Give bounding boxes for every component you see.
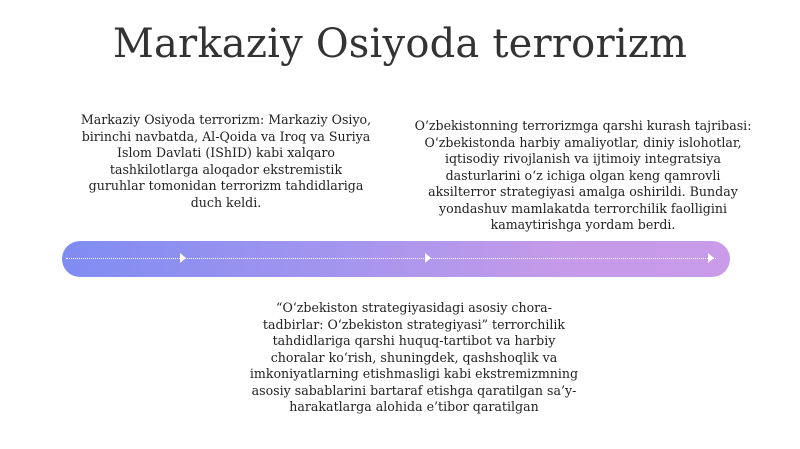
slide-title: Markaziy Osiyoda terrorizm — [112, 21, 688, 67]
text-block-left: Markaziy Osiyoda terrorizm: Markaziy Osiyo, birinchi navbatda, Al-Qoida va Iroq va Suriya Islom Davlati (IShID) kabi xalqaro tashkilotlarga aloqador ekstremistik guruhlar tomonidan terrorizm tahdidlariga duch keldi. — [80, 112, 372, 210]
timeline-bar — [62, 241, 730, 277]
text-block-right: O‘zbekistonning terrorizmga qarshi kurash tajribasi: O‘zbekistonda harbiy amaliyotlar, diniy islohotlar, iqtisodiy rivojlanish va ijtimoiy integratsiya dasturlarini o‘z ichiga olgan keng qamrovli aksilterror strategiyasi amalga oshirildi. Bunday yondashuv mamlakatda terrorchilik faolligini kamaytirishga yordam berdi. — [414, 118, 752, 232]
timeline-arrow-icon — [180, 253, 186, 263]
timeline-arrow-icon — [708, 253, 714, 263]
text-block-bottom: “O‘zbekiston strategiyasidagi asosiy chora-tadbirlar: O‘zbekiston strategiyasi” terrorchilik tahdidlariga qarshi huquq-tartibot va harbiy choralar ko‘rish, shuningdek, qashshoqlik va imkoniyatlarning etishmasligi kabi ekstremizmning asosiy sabablarini bartaraf etishga qaratilgan sa’y-harakatlarga alohida e’tibor qaratilgan — [249, 300, 579, 414]
timeline-arrow-icon — [425, 253, 431, 263]
timeline-dotted-line — [66, 258, 716, 259]
